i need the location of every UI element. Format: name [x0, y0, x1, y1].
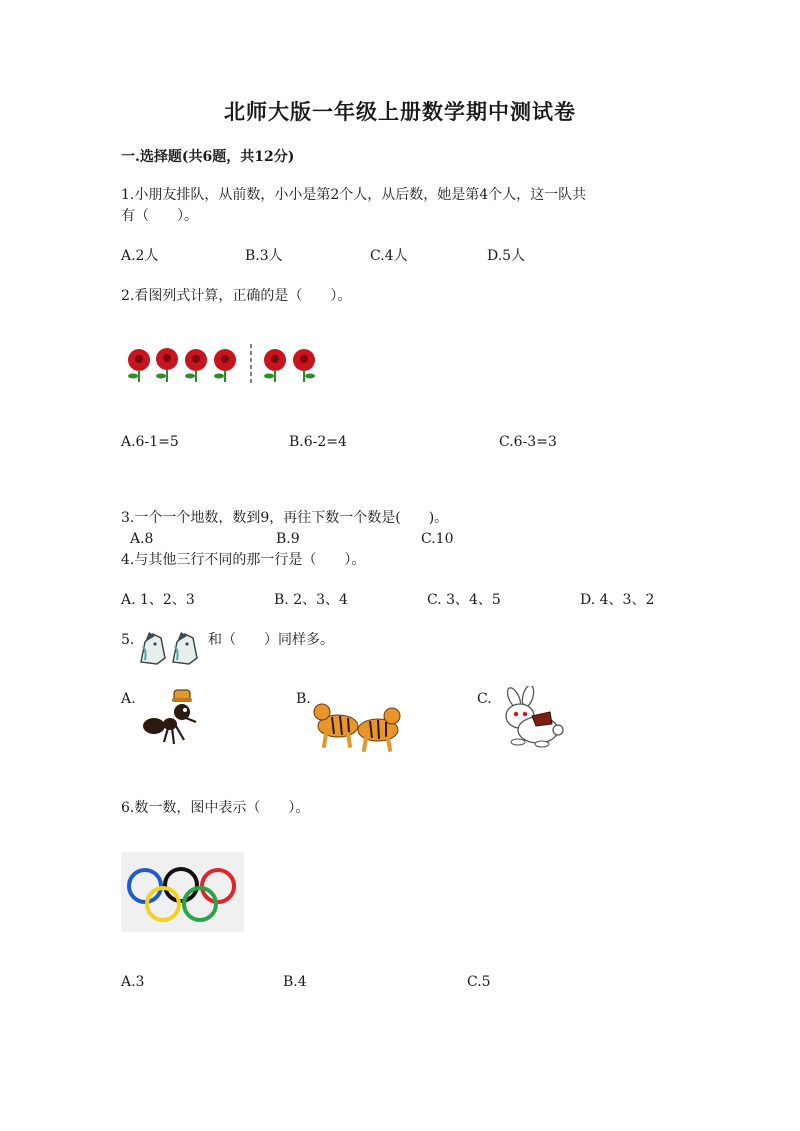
page-title: 北师大版一年级上册数学期中测试卷 [224, 99, 576, 124]
question-6-text: 6.数一数，图中表示（ ）。 [121, 800, 310, 816]
q2-option-a: A.6-1=5 [121, 434, 179, 450]
q3-option-c: C.10 [421, 531, 454, 547]
q6-option-a: A.3 [121, 974, 145, 990]
q4-option-d: D. 4、3、2 [580, 592, 655, 608]
rabbit-image [494, 686, 566, 752]
q1-option-d: D.5人 [487, 248, 526, 264]
question-1-text-cont: 有（ ）。 [121, 208, 198, 224]
ants-image [140, 688, 204, 752]
q1-option-a: A.2人 [121, 248, 159, 264]
q5-option-a: A. [121, 691, 136, 707]
q2-option-b: B.6-2=4 [289, 434, 347, 450]
q3-option-b: B.9 [276, 531, 300, 547]
q1-option-c: C.4人 [370, 248, 408, 264]
question-4-text: 4.与其他三行不同的那一行是（ ）。 [121, 552, 366, 568]
question-5-number: 5. [121, 632, 135, 648]
q4-option-b: B. 2、3、4 [274, 592, 348, 608]
section-heading: 一.选择题(共6题，共12分) [121, 149, 295, 165]
q1-option-b: B.3人 [245, 248, 283, 264]
q5-option-b: B. [296, 691, 311, 707]
question-5-text: 和（ ）同样多。 [208, 632, 334, 648]
olympic-rings-image [121, 852, 244, 932]
question-2-text: 2.看图列式计算，正确的是（ ）。 [121, 288, 352, 304]
q4-option-c: C. 3、4、5 [427, 592, 501, 608]
horses-image [135, 628, 205, 668]
q4-option-a: A. 1、2、3 [121, 592, 195, 608]
q6-option-c: C.5 [467, 974, 491, 990]
roses-image [121, 340, 327, 388]
q5-option-c: C. [477, 691, 492, 707]
tigers-image [312, 696, 404, 752]
q3-option-a: A.8 [130, 531, 154, 547]
question-3-text: 3.一个一个地数，数到9，再往下数一个数是( )。 [121, 510, 449, 526]
question-1-text: 1.小朋友排队，从前数，小小是第2个人，从后数，她是第4个人，这一队共 [121, 187, 587, 203]
q6-option-b: B.4 [283, 974, 307, 990]
q2-option-c: C.6-3=3 [499, 434, 557, 450]
